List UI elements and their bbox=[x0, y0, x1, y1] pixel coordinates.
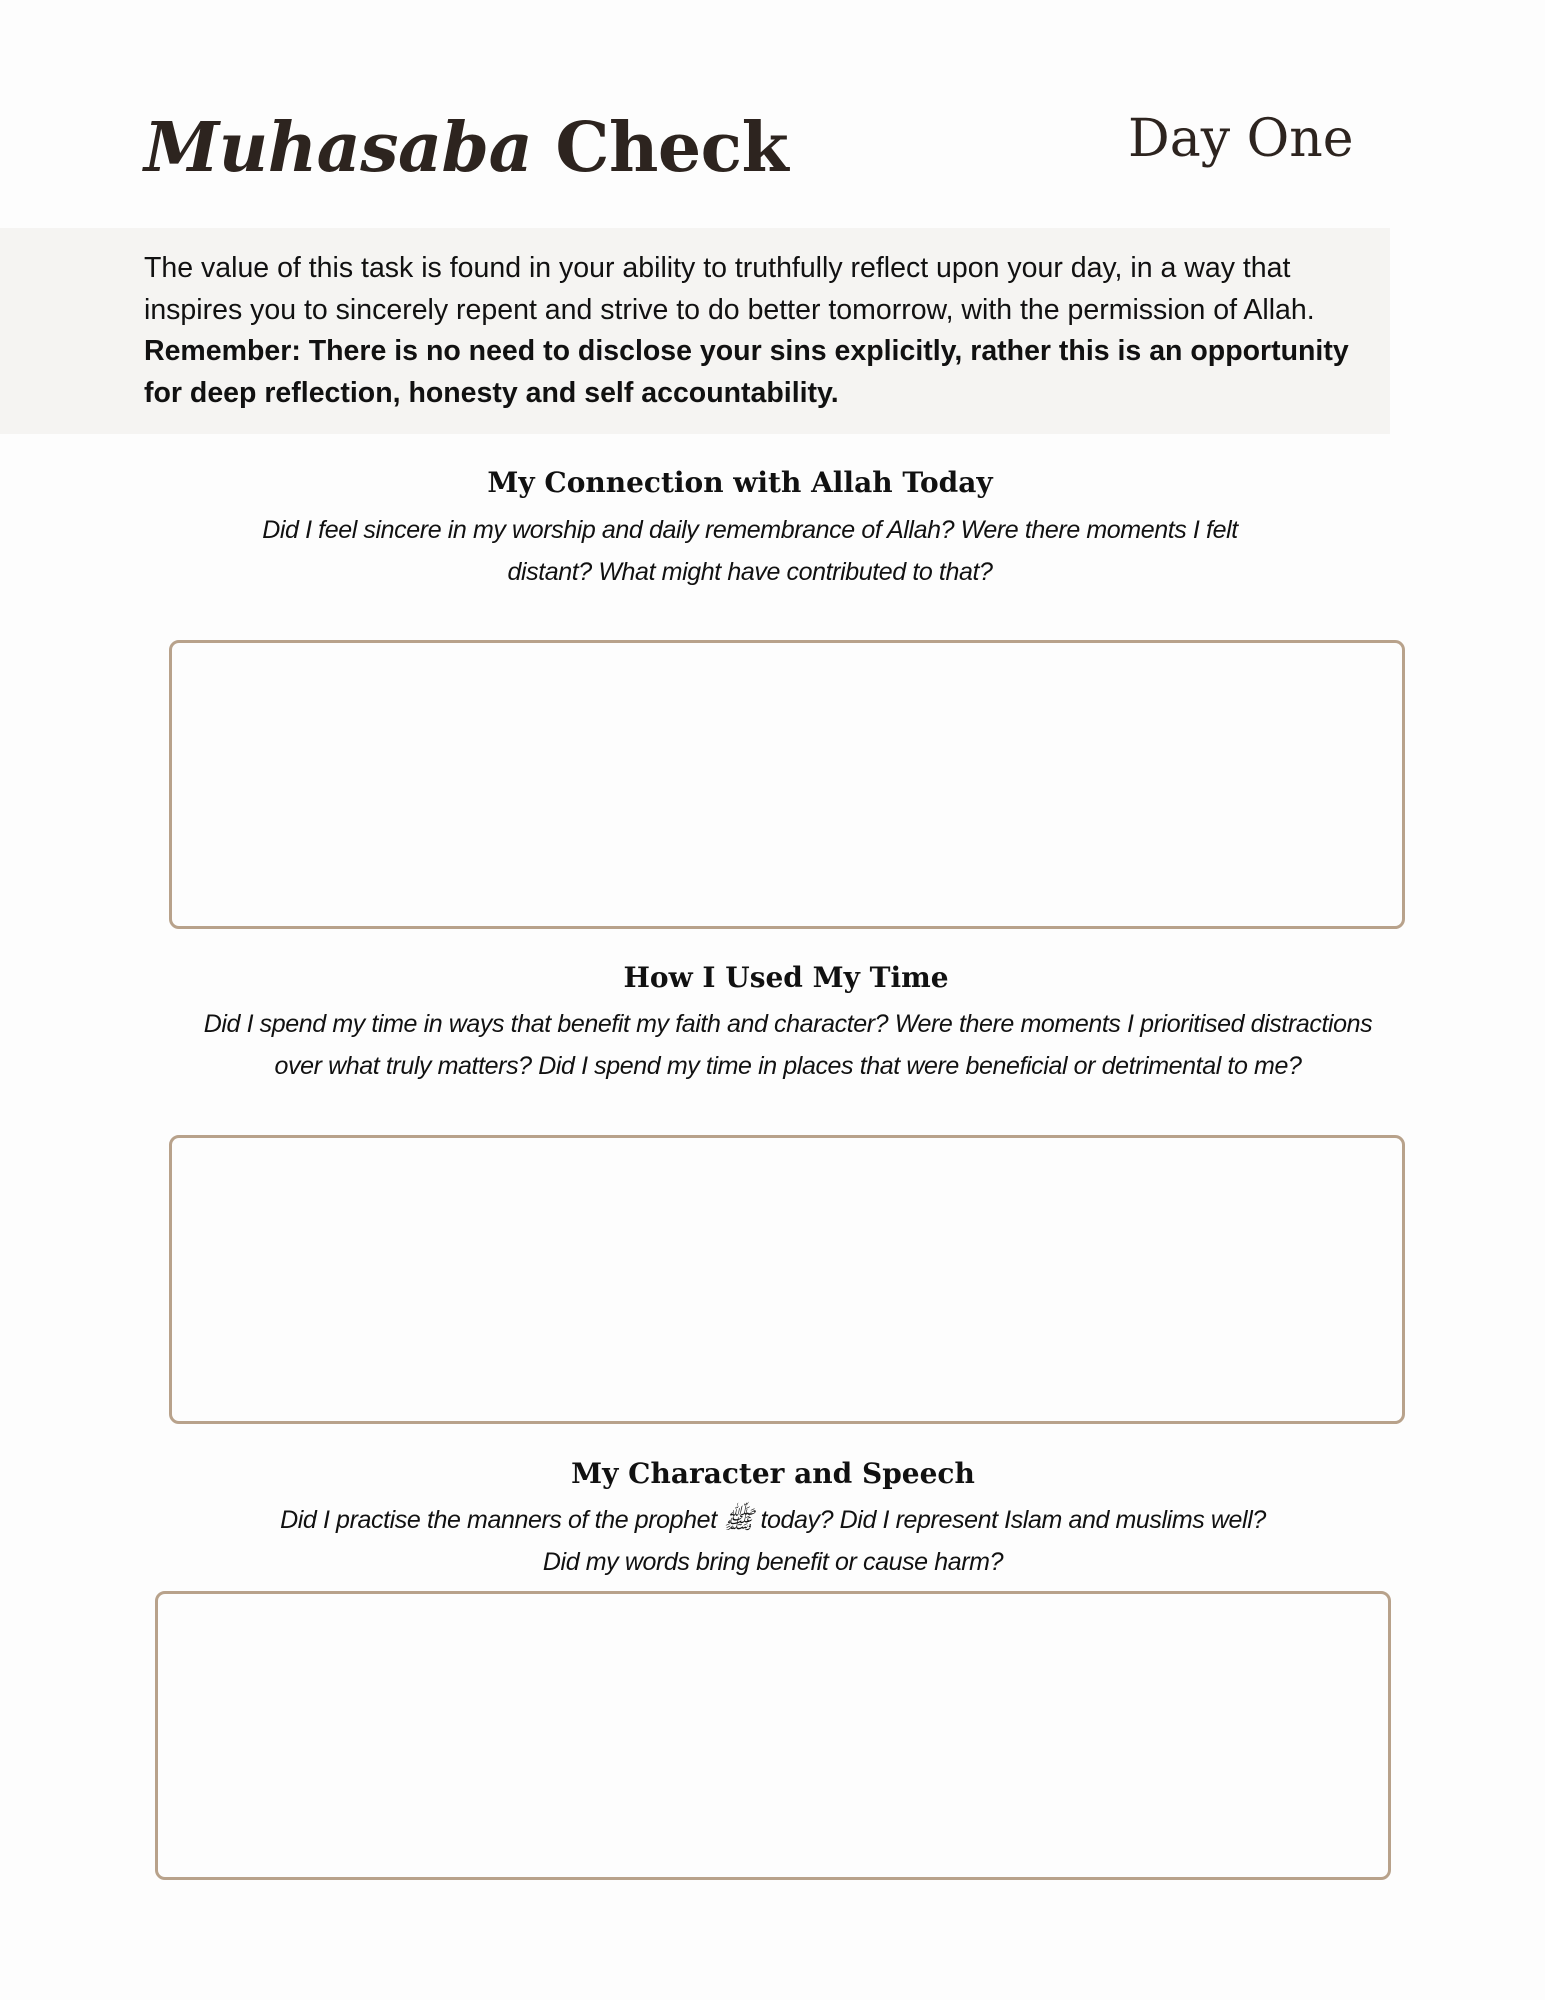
prompt-line: Did my words bring benefit or cause harm? bbox=[542, 1548, 1004, 1576]
intro-text: The value of this task is found in your ability to truthfully reflect upon your day, in a way that inspires you to sincerely repent and strive to do better tomorrow, with the permission of Allah. bbox=[144, 252, 1315, 326]
answer-box-connection[interactable] bbox=[169, 640, 1405, 929]
prompt-line: over what truly matters? Did I spend my time in places that were beneficial or detrimental to me? bbox=[274, 1052, 1302, 1080]
answer-box-character[interactable] bbox=[155, 1591, 1391, 1880]
answer-box-time[interactable] bbox=[169, 1135, 1405, 1424]
day-label: Day One bbox=[1128, 109, 1354, 169]
page-title-italic: Muhasaba bbox=[144, 108, 533, 188]
intro-paragraph bbox=[144, 248, 1374, 414]
prompt-line: Did I practise the manners of the prophet ﷺ today? Did I represent Islam and muslims well? bbox=[280, 1506, 1266, 1534]
prompt-line: distant? What might have contributed to that? bbox=[507, 558, 993, 586]
section-prompt-time bbox=[160, 1003, 1416, 1087]
section-title-connection: My Connection with Allah Today bbox=[487, 466, 993, 499]
intro-panel bbox=[0, 228, 1390, 434]
section-title-character: My Character and Speech bbox=[571, 1457, 975, 1490]
section-title-time: How I Used My Time bbox=[623, 961, 949, 994]
prompt-line: Did I spend my time in ways that benefit my faith and character? Were there moments I prioritised distractions bbox=[203, 1010, 1373, 1038]
prompt-line: Did I feel sincere in my worship and daily remembrance of Allah? Were there moments I felt bbox=[262, 516, 1238, 544]
section-prompt-connection bbox=[200, 509, 1300, 593]
page-title-rest: Check bbox=[532, 108, 789, 188]
page-title bbox=[144, 108, 788, 190]
intro-emphasis: Remember: There is no need to disclose your sins explicitly, rather this is an opportunity for deep reflection, honesty and self accountability. bbox=[144, 335, 1349, 409]
section-prompt-character bbox=[220, 1499, 1326, 1583]
